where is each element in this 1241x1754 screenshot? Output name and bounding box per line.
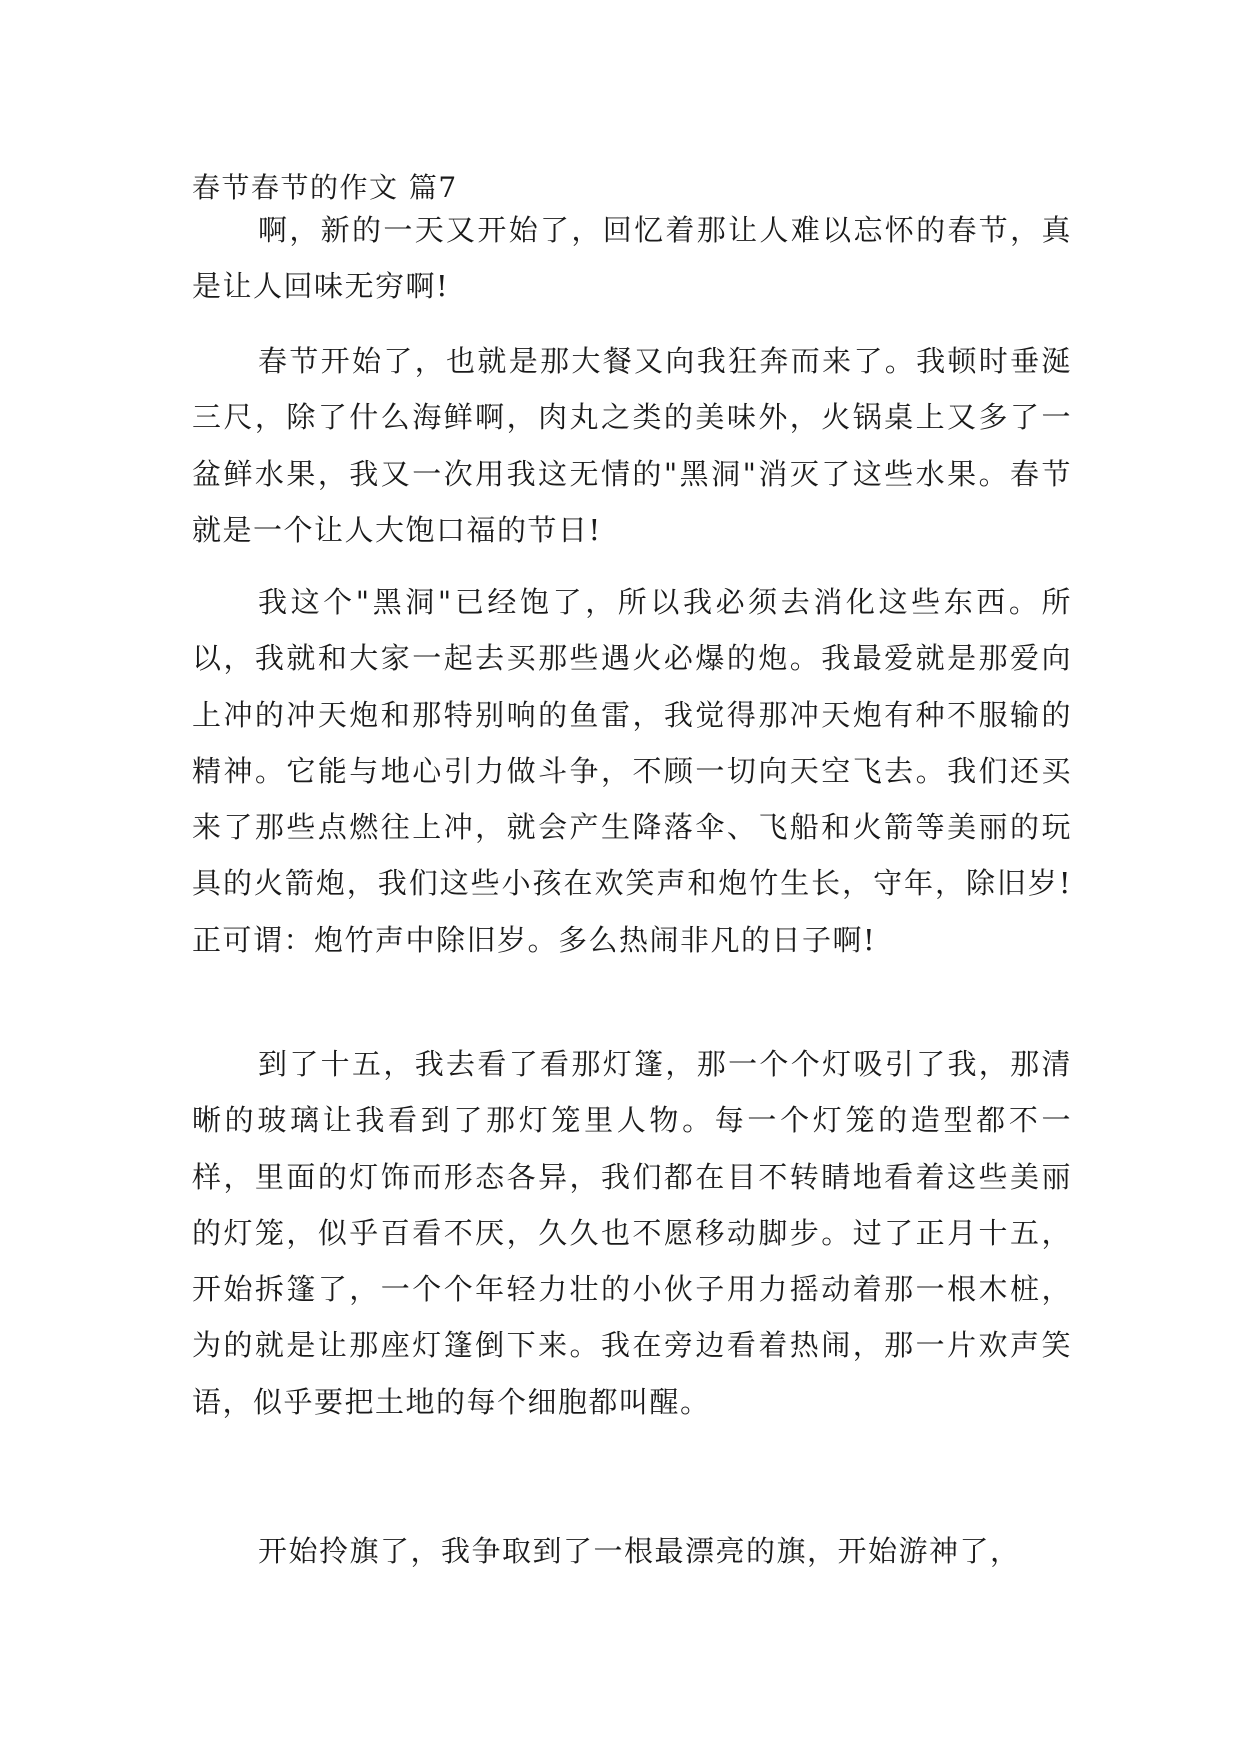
paragraph-1: 啊，新的一天又开始了，回忆着那让人难以忘怀的春节，真是让人回味无穷啊! (192, 213, 1072, 304)
paragraph-5: 开始拎旗了，我争取到了一根最漂亮的旗，开始游神了， (258, 1534, 1021, 1568)
essay-title: 春节春节的作文 篇7 (192, 171, 458, 204)
paragraph-2: 春节开始了，也就是那大餐又向我狂奔而来了。我顿时垂涎三尺，除了什么海鲜啊，肉丸之类的美味外，火锅桌上又多了一盆鲜水果，我又一次用我这无情的"黑洞"消灭了这些水果。春节就是一个让人大饱口福的节日! (192, 344, 1072, 547)
paragraph-4: 到了十五，我去看了看那灯篷，那一个个灯吸引了我，那清晰的玻璃让我看到了那灯笼里人物。每一个灯笼的造型都不一样，里面的灯饰而形态各异，我们都在目不转睛地看着这些美丽的灯笼，似乎百看不厌，久久也不愿移动脚步。过了正月十五，开始拆篷了，一个个年轻力壮的小伙子用力摇动着那一根木桩，为的就是让那座灯篷倒下来。我在旁边看着热闹，那一片欢声笑语，似乎要把土地的每个细胞都叫醒。 (192, 1047, 1072, 1419)
paragraph-3: 我这个"黑洞"已经饱了，所以我必须去消化这些东西。所以，我就和大家一起去买那些遇火必爆的炮。我最爱就是那爱向上冲的冲天炮和那特别响的鱼雷，我觉得那冲天炮有种不服输的精神。它能与地心引力做斗争，不顾一切向天空飞去。我们还买来了那些点燃往上冲，就会产生降落伞、飞船和火箭等美丽的玩具的火箭炮，我们这些小孩在欢笑声和炮竹生长，守年，除旧岁!正可谓：炮竹声中除旧岁。多么热闹非凡的日子啊! (192, 585, 1072, 957)
